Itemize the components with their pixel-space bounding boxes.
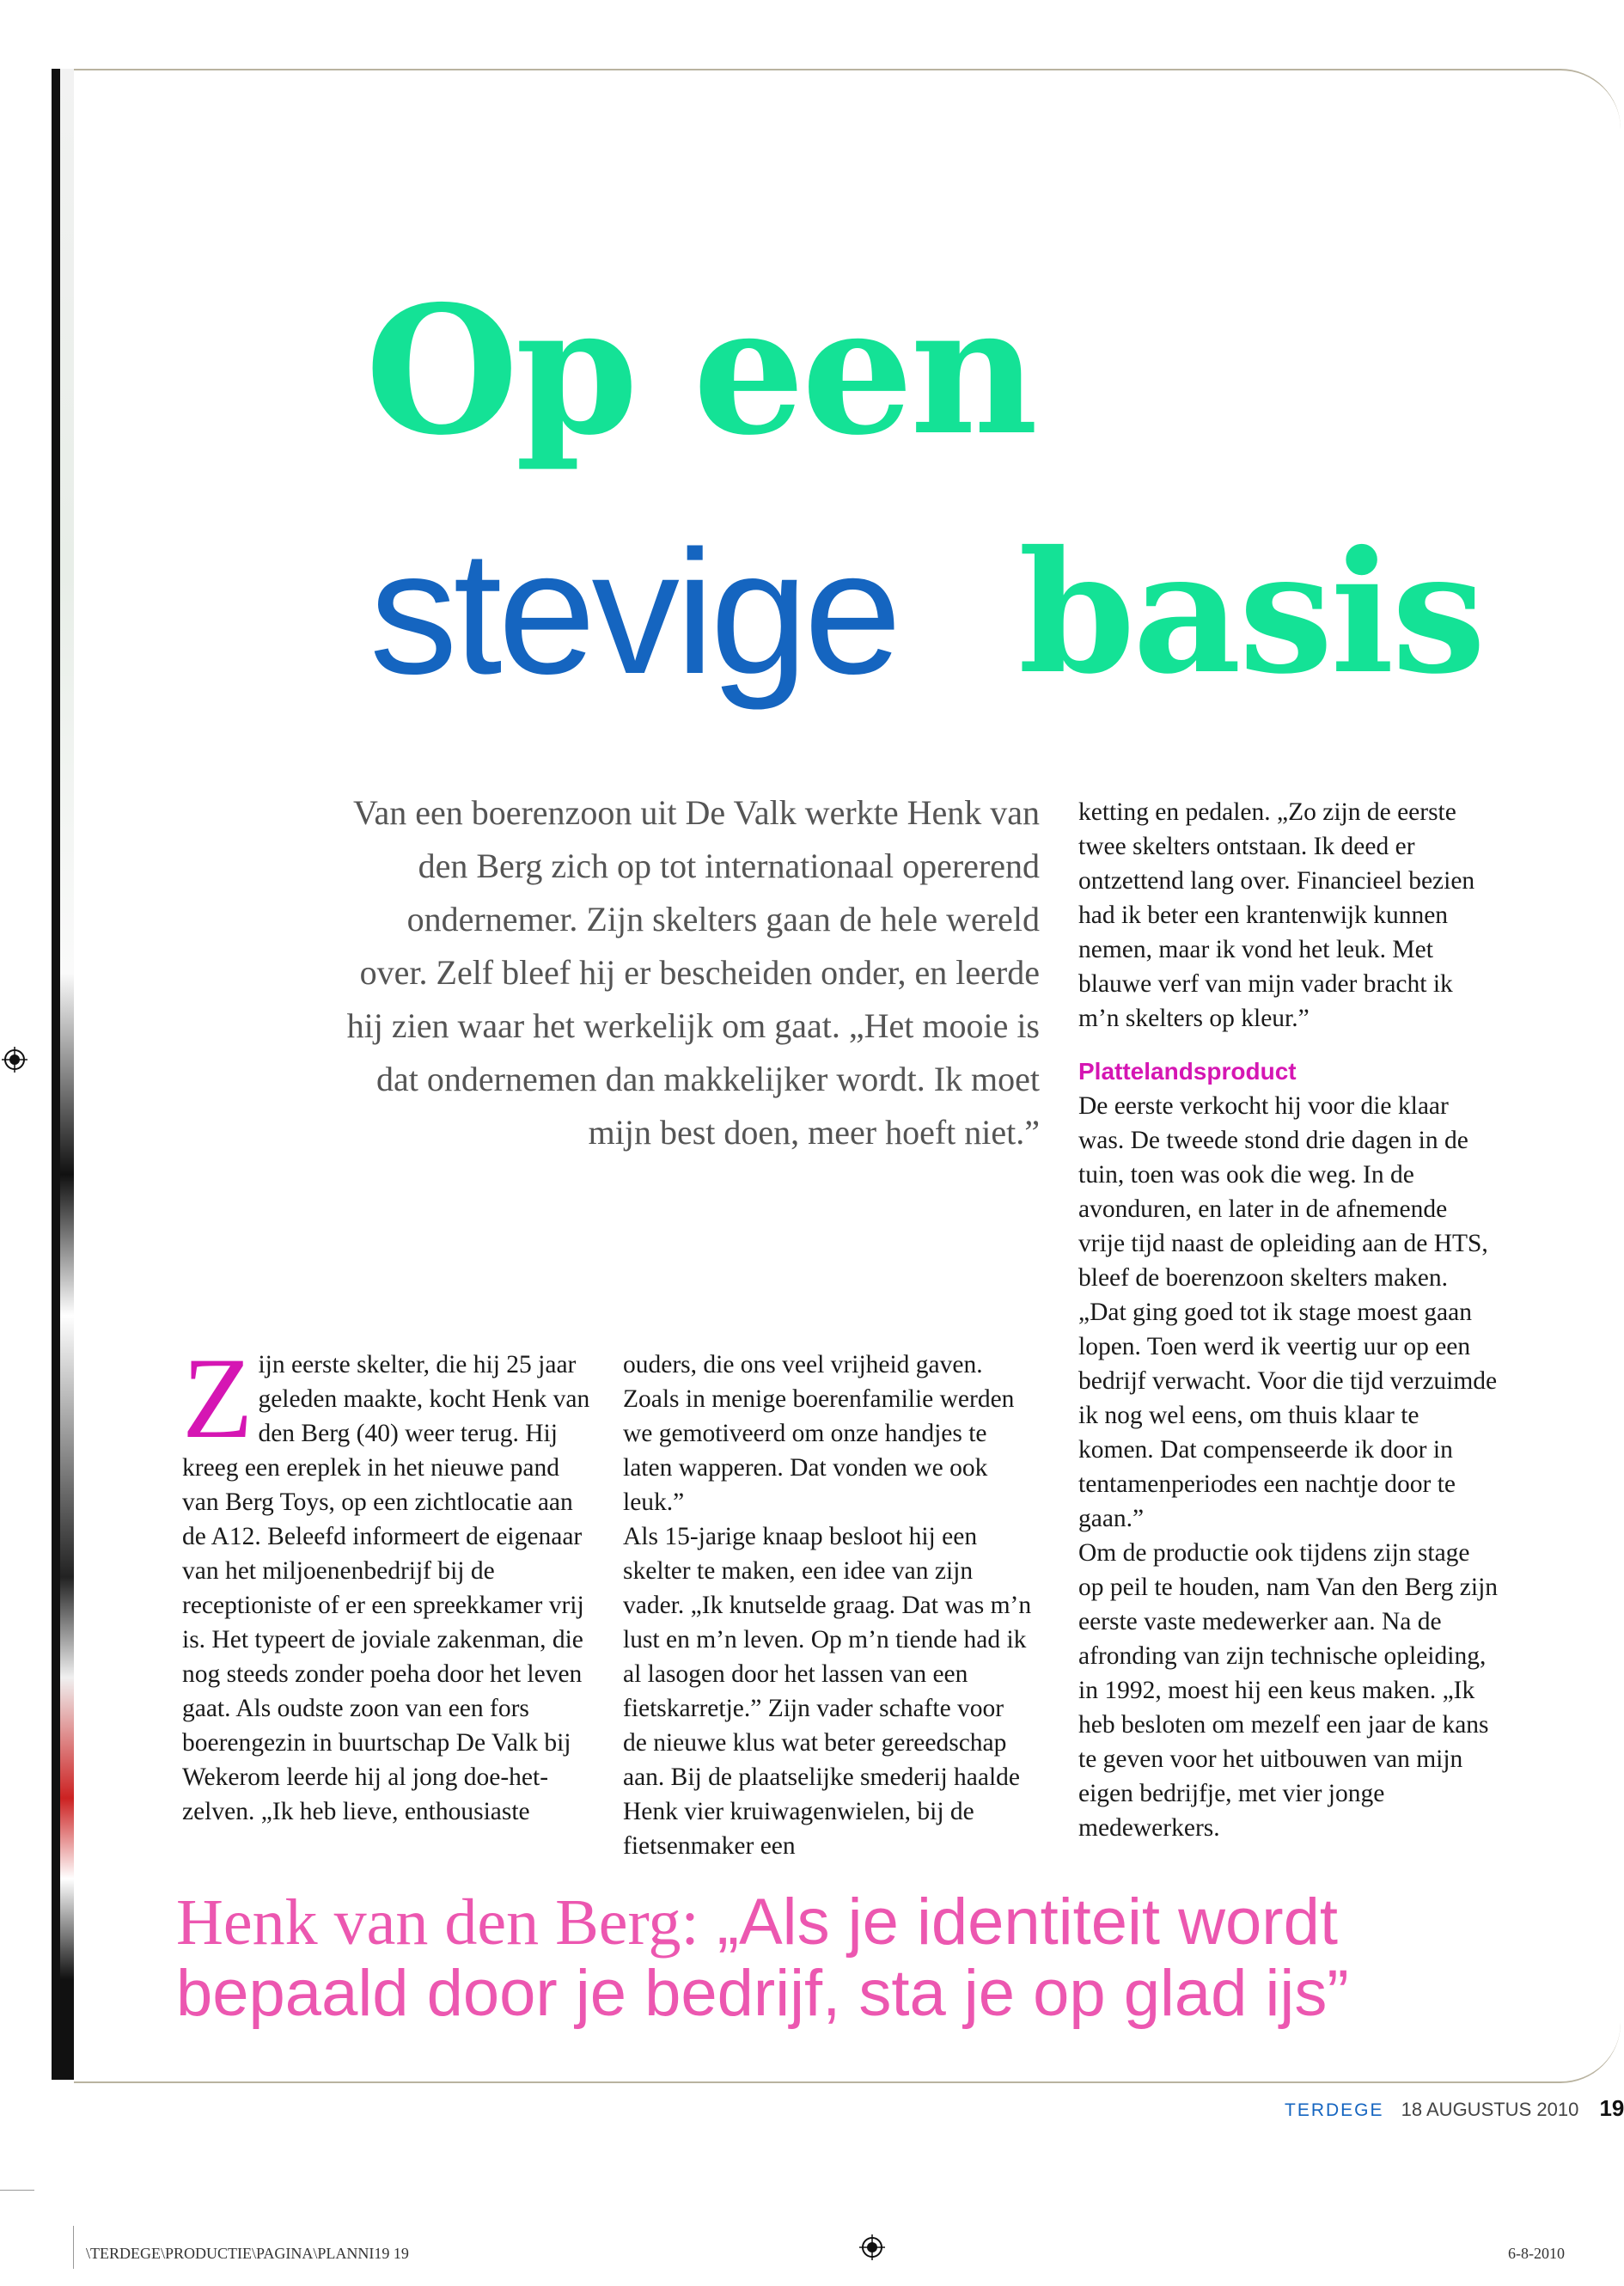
- magazine-name: TERDEGE: [1285, 2100, 1384, 2120]
- registration-mark-icon: [2, 1047, 27, 1073]
- print-slug-path: \TERDEGE\PRODUCTIE\PAGINA\PLANNI19 19: [86, 2245, 409, 2262]
- column-2-paragraph: Als 15-jarige knaap besloot hij een skelter te maken, een idee van zijn vader. „Ik knutselde graag. Dat was m’n lust en m’n leven. Op m’n tiende had ik al lasogen door het lassen van een fietskarretje.” Zijn vader schafte voor de nieuwe klus wat beter gereedschap aan. Bij de plaatselijke smederij haalde Henk vier kruiwagenwielen, bij de fietsenmaker een: [623, 1523, 1032, 1860]
- column-3-paragraph: De eerste verkocht hij voor die klaar was. De tweede stond drie dagen in de tuin, toen was ook die weg. In de avonduren, en later in de afnemende vrije tijd naast de opleiding aan de HTS, bleef de boerenzoon skelters maken. „Dat ging goed tot ik stage moest gaan lopen. Toen werd ik veertig uur op een bedrijf verwacht. Voor die tijd verzuimde ik nog wel eens, om thuis klaar te komen. Dat compenseerde ik door in tentamenperiodes een nachtje door te gaan.”: [1078, 1092, 1498, 1532]
- pull-quote-name: Henk van den Berg:: [176, 1886, 699, 1959]
- page-footer: [1285, 2095, 1624, 2122]
- article-column-3: [1078, 795, 1499, 1845]
- pull-quote: [176, 1886, 1431, 2029]
- column-2-paragraph: ouders, die ons veel vrijheid gaven. Zoals in menige boerenfamilie werden we gemotiveerd om onze handjes te laten wapperen. Dat vonden we ook leuk.”: [623, 1351, 1015, 1516]
- column-3-paragraph: Om de productie ook tijdens zijn stage op peil te houden, nam Van den Berg zijn eerste vaste medewerker aan. Na de afronding van zijn technische opleiding, in 1992, moest hij een keus maken. „Ik heb besloten om mezelf een jaar de kans te geven voor het uitbouwen van mijn eigen bedrijfje, met vier jonge medewerkers.: [1078, 1539, 1499, 1842]
- page-number: 19: [1599, 2095, 1624, 2121]
- intro-paragraph: Van een boerenzoon uit De Valk werkte Henk van den Berg zich op tot internationaal opererend ondernemer. Zijn skelters gaan de hele wereld over. Zelf bleef hij er bescheiden onder, en leerde hij zien waar het werkelijk om gaat. „Het mooie is dat ondernemen dan makkelijker wordt. Ik moet mijn best doen, meer hoeft niet.”: [346, 793, 1040, 1152]
- section-subhead: Plattelandsproduct: [1078, 1058, 1297, 1085]
- print-slug-date: 6-8-2010: [1508, 2245, 1565, 2262]
- issue-date: 18 AUGUSTUS 2010: [1401, 2099, 1579, 2120]
- headline-light-word: stevige: [369, 514, 898, 711]
- registration-mark-icon: [859, 2234, 885, 2260]
- article-column-2: [623, 1348, 1034, 1863]
- column-3-paragraph: ketting en pedalen. „Zo zijn de eerste twee skelters ontstaan. Ik deed er ontzettend lang over. Financieel bezien had ik beter een krantenwijk kunnen nemen, maar ik vond het leuk. Met blauwe verf van mijn vader bracht ik m’n skelters op kleur.”: [1078, 798, 1475, 1032]
- article-column-1: [182, 1335, 593, 1829]
- column-1-text: ijn eerste skelter, die hij 25 jaar geleden maakte, kocht Henk van den Berg (40) weer terug. Hij kreeg een ereplek in het nieuwe pand van Berg Toys, op een zichtlocatie aan de A12. Beleefd informeert de eigenaar van het miljoenenbedrijf bij de receptioniste of er een spreekkamer vrij is. Het typeert de joviale zakenman, die nog steeds zonder poeha door het leven gaat. Als oudste zoon van een fors boerengezin in buurtschap De Valk bij Wekerom leerde hij al jong doe-het-zelven. „Ik heb lieve, enthousiaste: [182, 1351, 590, 1825]
- headline-bold-word: basis: [1018, 514, 1484, 711]
- pull-quote-text: „Als je identiteit wordt bepaald door je bedrijf, sta je op glad ijs”: [176, 1886, 1349, 2030]
- left-photo-strip-edge: [52, 69, 60, 2080]
- crop-mark: [73, 2226, 74, 2269]
- crop-mark: [0, 2190, 34, 2191]
- headline-line-1: Op een: [365, 268, 1035, 474]
- drop-cap: Z: [182, 1335, 253, 1463]
